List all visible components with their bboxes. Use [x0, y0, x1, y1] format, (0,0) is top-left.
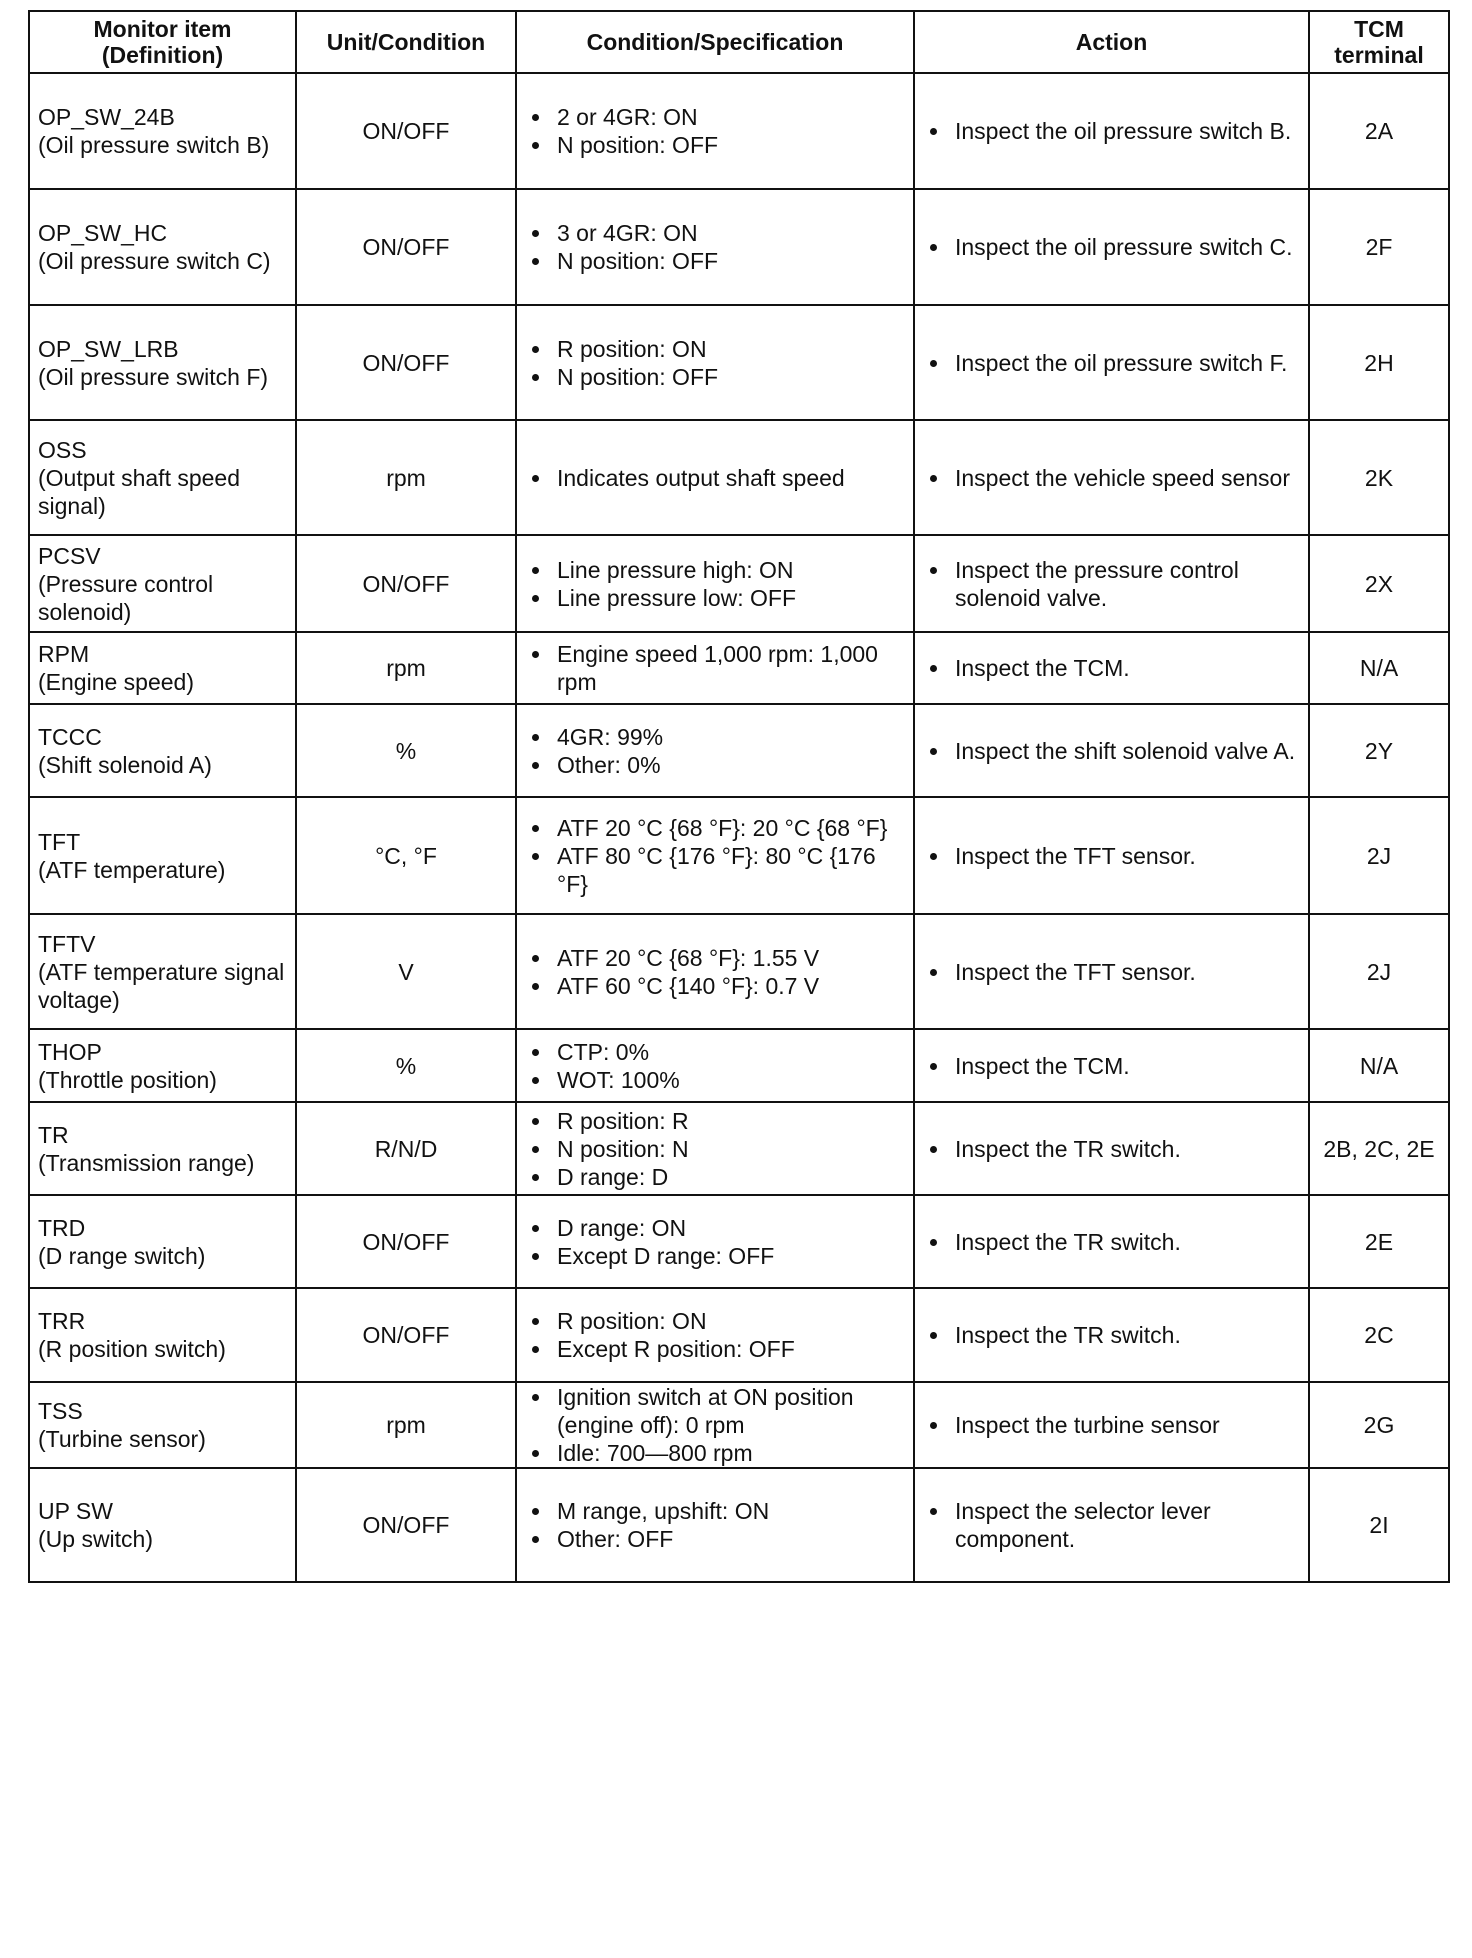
condition-list-item: • ATF 60 °C {140 °F}: 0.7 V: [553, 972, 903, 1000]
table-row: [29, 535, 1449, 632]
tcm-terminal-cell: 2J: [1309, 797, 1449, 914]
action-cell: [914, 1102, 1309, 1195]
condition-specification-cell: [516, 1468, 914, 1582]
monitor-item-name: THOP: [38, 1038, 102, 1065]
condition-list: [527, 556, 903, 612]
action-cell: [914, 535, 1309, 632]
condition-list: [527, 944, 903, 1000]
table-row: [29, 704, 1449, 797]
action-cell: [914, 1468, 1309, 1582]
tcm-terminal-cell: 2G: [1309, 1382, 1449, 1468]
header-tcm-terminal: TCM terminal: [1309, 11, 1449, 73]
condition-specification-cell: [516, 1195, 914, 1288]
monitor-item-name: TR: [38, 1121, 69, 1148]
tcm-terminal-cell: 2A: [1309, 73, 1449, 189]
monitor-item-cell: [29, 535, 296, 632]
condition-list-item: • ATF 20 °C {68 °F}: 1.55 V: [553, 944, 903, 972]
action-cell: [914, 797, 1309, 914]
condition-specification-cell: [516, 632, 914, 704]
table-row: [29, 305, 1449, 420]
action-list: [925, 1052, 1298, 1080]
action-list-item: • Inspect the TR switch.: [951, 1321, 1298, 1349]
condition-list: [527, 1214, 903, 1270]
tcm-terminal-cell: 2E: [1309, 1195, 1449, 1288]
action-cell: [914, 1288, 1309, 1382]
action-list: [925, 1497, 1298, 1553]
condition-specification-cell: [516, 1382, 914, 1468]
monitor-item-definition: (Turbine sensor): [38, 1426, 206, 1452]
condition-list-item: • Line pressure low: OFF: [553, 584, 903, 612]
monitor-item-cell: [29, 1288, 296, 1382]
condition-specification-cell: [516, 535, 914, 632]
condition-specification-cell: [516, 1029, 914, 1102]
tcm-terminal-cell: 2J: [1309, 914, 1449, 1029]
action-list: [925, 1411, 1298, 1439]
condition-list-item: • D range: ON: [553, 1214, 903, 1242]
action-list-item: • Inspect the pressure control solenoid valve.: [951, 556, 1298, 612]
action-cell: [914, 704, 1309, 797]
condition-list: [527, 640, 903, 696]
action-list: [925, 654, 1298, 682]
action-list: [925, 464, 1298, 492]
condition-list: [527, 1038, 903, 1094]
condition-specification-cell: [516, 1288, 914, 1382]
action-list: [925, 958, 1298, 986]
table-row: [29, 420, 1449, 535]
monitor-item-definition: (Throttle position): [38, 1066, 217, 1093]
action-cell: [914, 1382, 1309, 1468]
table-row: [29, 1288, 1449, 1382]
header-row: [29, 11, 1449, 73]
monitor-item-cell: [29, 1195, 296, 1288]
unit-condition-cell: V: [296, 914, 516, 1029]
action-list-item: • Inspect the TFT sensor.: [951, 842, 1298, 870]
condition-list-item: • Idle: 700—800 rpm: [553, 1439, 903, 1467]
monitor-item-cell: [29, 914, 296, 1029]
monitor-item-cell: [29, 797, 296, 914]
monitor-item-cell: [29, 1382, 296, 1468]
header-action: Action: [914, 11, 1309, 73]
monitor-item-cell: [29, 305, 296, 420]
action-list-item: • Inspect the TR switch.: [951, 1228, 1298, 1256]
condition-list-item: • N position: OFF: [553, 131, 903, 159]
action-list-item: • Inspect the oil pressure switch C.: [951, 233, 1298, 261]
condition-list: [527, 1383, 903, 1467]
condition-list-item: • N position: OFF: [553, 363, 903, 391]
monitor-item-definition: (Shift solenoid A): [38, 751, 212, 778]
unit-condition-cell: R/N/D: [296, 1102, 516, 1195]
condition-list: [527, 1307, 903, 1363]
condition-list-item: • CTP: 0%: [553, 1038, 903, 1066]
monitor-item-name: TRD: [38, 1214, 86, 1241]
monitor-item-definition: (Oil pressure switch C): [38, 248, 271, 274]
condition-specification-cell: [516, 1102, 914, 1195]
table-row: [29, 189, 1449, 305]
condition-list-item: • Other: 0%: [553, 751, 903, 779]
condition-list-item: • R position: R: [553, 1107, 903, 1135]
document-page: [28, 10, 1448, 1583]
action-list-item: • Inspect the vehicle speed sensor: [951, 464, 1298, 492]
action-list-item: • Inspect the oil pressure switch F.: [951, 349, 1298, 377]
tcm-terminal-cell: 2K: [1309, 420, 1449, 535]
tcm-terminal-cell: 2F: [1309, 189, 1449, 305]
monitor-item-cell: [29, 189, 296, 305]
monitor-item-table: [28, 10, 1450, 1583]
action-list-item: • Inspect the TR switch.: [951, 1135, 1298, 1163]
action-list: [925, 737, 1298, 765]
monitor-item-definition: (Pressure control solenoid): [38, 570, 214, 625]
monitor-item-name: TFTV: [38, 930, 96, 957]
condition-list-item: • Engine speed 1,000 rpm: 1,000 rpm: [553, 640, 903, 696]
action-list-item: • Inspect the TCM.: [951, 654, 1298, 682]
condition-list-item: • N position: N: [553, 1135, 903, 1163]
condition-list-item: • M range, upshift: ON: [553, 1497, 903, 1525]
monitor-item-definition: (ATF temperature signal voltage): [38, 958, 285, 1013]
monitor-item-name: OP_SW_HC: [38, 220, 168, 246]
condition-specification-cell: [516, 420, 914, 535]
monitor-item-definition: (Engine speed): [38, 669, 194, 695]
action-cell: [914, 1195, 1309, 1288]
table-row: [29, 1102, 1449, 1195]
action-list: [925, 117, 1298, 145]
condition-list-item: • 4GR: 99%: [553, 723, 903, 751]
action-list-item: • Inspect the selector lever component.: [951, 1497, 1298, 1553]
condition-list: [527, 1497, 903, 1553]
monitor-item-name: TCCC: [38, 723, 102, 750]
monitor-item-name: TFT: [38, 828, 81, 855]
action-list-item: • Inspect the oil pressure switch B.: [951, 117, 1298, 145]
monitor-item-cell: [29, 1468, 296, 1582]
condition-list-item: • Indicates output shaft speed: [553, 464, 903, 492]
tcm-terminal-cell: 2B, 2C, 2E: [1309, 1102, 1449, 1195]
monitor-item-cell: [29, 1029, 296, 1102]
monitor-item-definition: (R position switch): [38, 1336, 226, 1362]
action-cell: [914, 305, 1309, 420]
unit-condition-cell: °C, °F: [296, 797, 516, 914]
action-list: [925, 842, 1298, 870]
condition-specification-cell: [516, 797, 914, 914]
tcm-terminal-cell: N/A: [1309, 1029, 1449, 1102]
monitor-item-definition: (ATF temperature): [38, 856, 226, 883]
condition-list-item: • Line pressure high: ON: [553, 556, 903, 584]
monitor-item-definition: (Oil pressure switch B): [38, 132, 270, 158]
table-row: [29, 1195, 1449, 1288]
tcm-terminal-cell: 2I: [1309, 1468, 1449, 1582]
action-list: [925, 556, 1298, 612]
action-cell: [914, 73, 1309, 189]
tcm-terminal-cell: 2Y: [1309, 704, 1449, 797]
monitor-item-name: TRR: [38, 1308, 86, 1334]
tcm-terminal-cell: 2X: [1309, 535, 1449, 632]
condition-list: [527, 464, 903, 492]
condition-list-item: • ATF 80 °C {176 °F}: 80 °C {176 °F}: [553, 842, 903, 898]
table-row: [29, 1468, 1449, 1582]
header-monitor-item: Monitor item (Definition): [29, 11, 296, 73]
table-row: [29, 1382, 1449, 1468]
monitor-item-definition: (D range switch): [38, 1242, 206, 1269]
monitor-item-cell: [29, 420, 296, 535]
unit-condition-cell: ON/OFF: [296, 305, 516, 420]
monitor-item-name: PCSV: [38, 542, 101, 569]
condition-list: [527, 814, 903, 898]
condition-list-item: • Ignition switch at ON position (engine off): 0 rpm: [553, 1383, 903, 1439]
monitor-item-definition: (Transmission range): [38, 1149, 255, 1176]
monitor-item-cell: [29, 1102, 296, 1195]
table-body: [29, 73, 1449, 1582]
monitor-item-name: OSS: [38, 436, 87, 463]
action-list: [925, 1135, 1298, 1163]
action-list-item: • Inspect the TFT sensor.: [951, 958, 1298, 986]
condition-list-item: • R position: ON: [553, 335, 903, 363]
condition-list-item: • D range: D: [553, 1163, 903, 1191]
condition-list-item: • Other: OFF: [553, 1525, 903, 1553]
condition-specification-cell: [516, 914, 914, 1029]
action-list: [925, 349, 1298, 377]
condition-list-item: • R position: ON: [553, 1307, 903, 1335]
action-cell: [914, 1029, 1309, 1102]
condition-list: [527, 1107, 903, 1191]
condition-list-item: • N position: OFF: [553, 247, 903, 275]
condition-specification-cell: [516, 73, 914, 189]
table-row: [29, 73, 1449, 189]
condition-list-item: • ATF 20 °C {68 °F}: 20 °C {68 °F}: [553, 814, 903, 842]
unit-condition-cell: ON/OFF: [296, 1468, 516, 1582]
table-row: [29, 914, 1449, 1029]
header-condition-specification: Condition/Specification: [516, 11, 914, 73]
monitor-item-cell: [29, 704, 296, 797]
condition-list-item: • WOT: 100%: [553, 1066, 903, 1094]
unit-condition-cell: %: [296, 704, 516, 797]
monitor-item-name: UP SW: [38, 1498, 113, 1524]
unit-condition-cell: ON/OFF: [296, 1195, 516, 1288]
action-cell: [914, 189, 1309, 305]
condition-list: [527, 103, 903, 159]
unit-condition-cell: ON/OFF: [296, 1288, 516, 1382]
action-list-item: • Inspect the turbine sensor: [951, 1411, 1298, 1439]
monitor-item-cell: [29, 632, 296, 704]
condition-list-item: • Except R position: OFF: [553, 1335, 903, 1363]
monitor-item-name: OP_SW_LRB: [38, 335, 179, 362]
action-cell: [914, 420, 1309, 535]
action-list: [925, 1321, 1298, 1349]
unit-condition-cell: rpm: [296, 1382, 516, 1468]
table-row: [29, 1029, 1449, 1102]
condition-specification-cell: [516, 704, 914, 797]
unit-condition-cell: rpm: [296, 632, 516, 704]
unit-condition-cell: ON/OFF: [296, 535, 516, 632]
condition-list-item: • Except D range: OFF: [553, 1242, 903, 1270]
header-unit-condition: Unit/Condition: [296, 11, 516, 73]
unit-condition-cell: rpm: [296, 420, 516, 535]
condition-list: [527, 723, 903, 779]
condition-list: [527, 219, 903, 275]
table-row: [29, 797, 1449, 914]
table-row: [29, 632, 1449, 704]
condition-list-item: • 2 or 4GR: ON: [553, 103, 903, 131]
monitor-item-name: RPM: [38, 641, 90, 667]
action-list: [925, 1228, 1298, 1256]
monitor-item-definition: (Up switch): [38, 1526, 154, 1552]
monitor-item-name: TSS: [38, 1398, 83, 1424]
condition-specification-cell: [516, 305, 914, 420]
monitor-item-name: OP_SW_24B: [38, 104, 175, 130]
unit-condition-cell: ON/OFF: [296, 189, 516, 305]
action-list-item: • Inspect the shift solenoid valve A.: [951, 737, 1298, 765]
unit-condition-cell: %: [296, 1029, 516, 1102]
condition-list-item: • 3 or 4GR: ON: [553, 219, 903, 247]
action-list: [925, 233, 1298, 261]
tcm-terminal-cell: 2C: [1309, 1288, 1449, 1382]
condition-specification-cell: [516, 189, 914, 305]
monitor-item-definition: (Oil pressure switch F): [38, 363, 269, 390]
action-cell: [914, 914, 1309, 1029]
monitor-item-definition: (Output shaft speed signal): [38, 464, 241, 519]
tcm-terminal-cell: N/A: [1309, 632, 1449, 704]
monitor-item-cell: [29, 73, 296, 189]
condition-list: [527, 335, 903, 391]
tcm-terminal-cell: 2H: [1309, 305, 1449, 420]
action-list-item: • Inspect the TCM.: [951, 1052, 1298, 1080]
action-cell: [914, 632, 1309, 704]
unit-condition-cell: ON/OFF: [296, 73, 516, 189]
